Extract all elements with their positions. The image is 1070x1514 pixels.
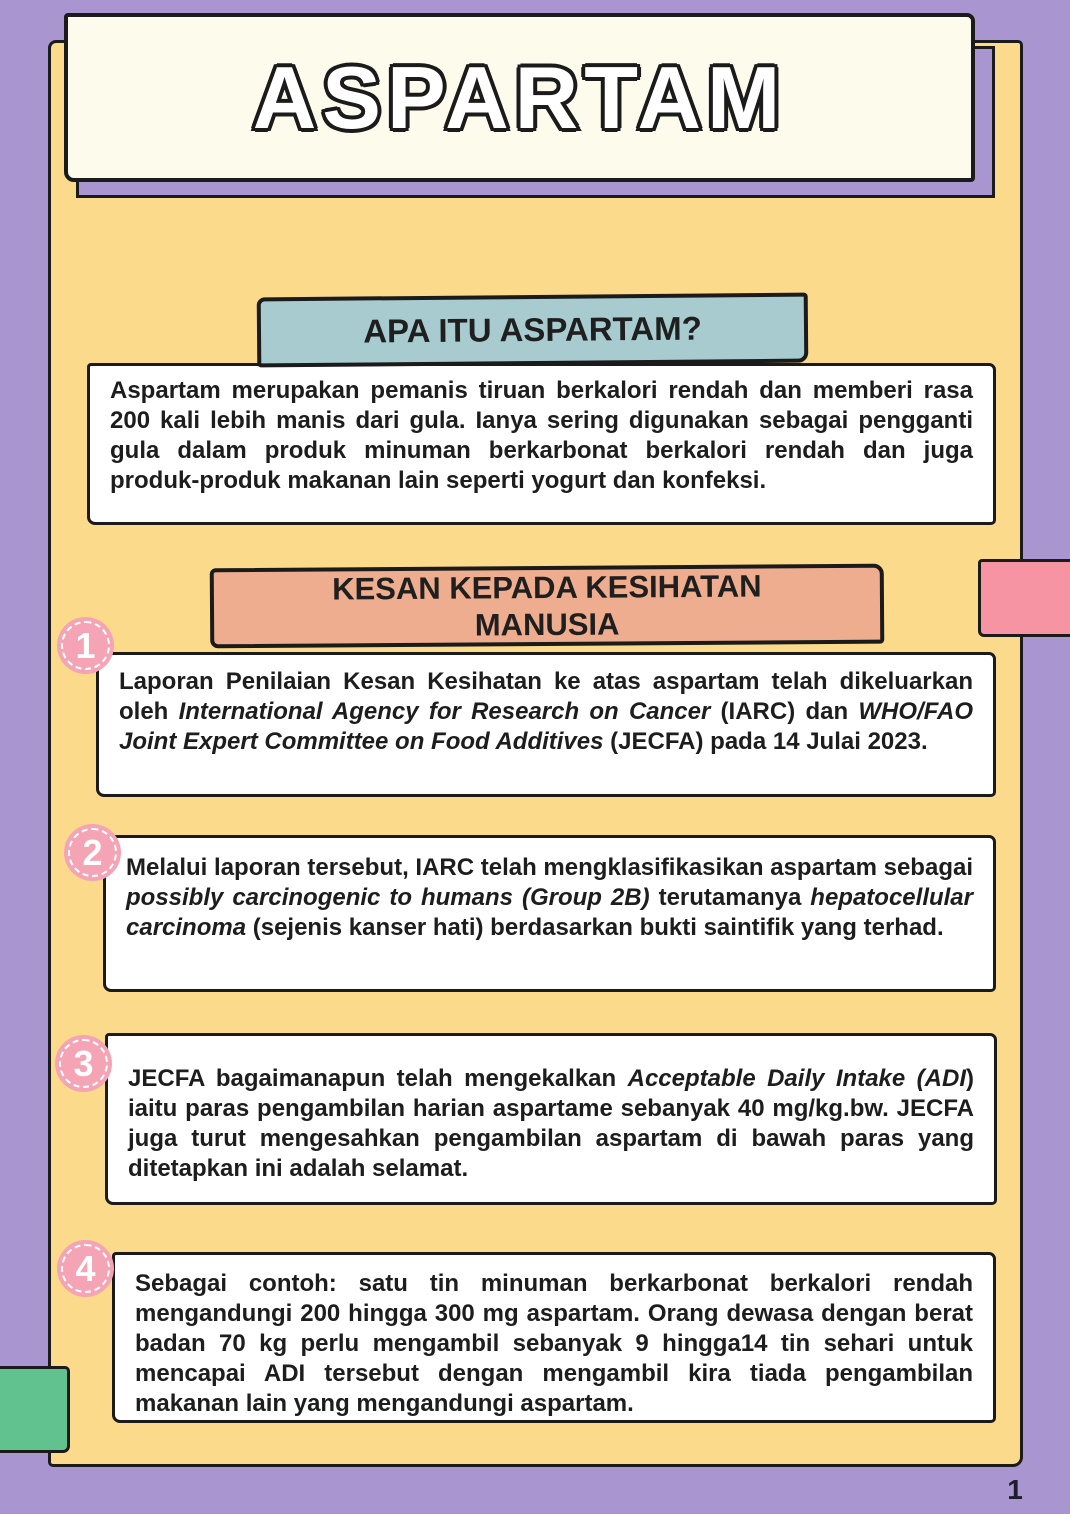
text-segment: Sebagai contoh: satu tin minuman berkarbonat berkalori rendah mengandungi 200 hingga 300 mg aspartam. Orang dewasa dengan berat badan 70 kg perlu mengambil sebanyak 9 hingga14 tin sehari untuk mencapai ADI tersebut dengan mengambil kira tiada pengambilan makanan lain yang mengandungi aspartam. [135,1270,973,1417]
step-badge-3 [55,1035,112,1092]
badge-number: 1 [75,624,96,666]
page-title: ASPARTAM [252,47,787,147]
badge-number: 2 [82,831,103,873]
heading-line-1: KESAN KEPADA KESIHATAN [332,568,762,607]
effects-item-2-box [103,835,996,992]
text-segment: (IARC) dan [710,698,859,725]
text-segment-italic: Acceptable Daily Intake (ADI [627,1065,967,1092]
text-segment: JECFA bagaimanapun telah mengekalkan [128,1065,628,1092]
effects-item-1-box [96,652,996,797]
page-number: 1 [1007,1474,1023,1505]
text-segment: ) iaitu paras pengambilan harian aspartame sebanyak 40 mg/kg.bw. JECFA juga turut mengesahkan pengambilan aspartam di bawah paras yang ditetapkan ini adalah selamat. [128,1065,975,1182]
text-segment: Aspartam merupakan pemanis tiruan berkalori rendah dan memberi rasa 200 kali lebih manis dari gula. Ianya sering digunakan sebagai pengganti gula dalam produk minuman berkarbonat berkalori rendah dan juga produk-produk makanan lain seperti yogurt dan konfeksi. [110,377,973,494]
text-segment: (sejenis kanser hati) berdasarkan bukti saintifik yang terhad. [246,914,944,941]
effects-item-4-box [112,1252,996,1423]
text-segment-italic: hepatocellular carcinoma [126,884,973,941]
badge-number: 3 [73,1042,94,1084]
step-badge-1 [57,617,114,674]
section-heading-what [257,293,809,368]
text-segment: (JECFA) pada 14 Julai 2023. [603,728,928,755]
text-segment-italic: possibly carcinogenic to humans (Group 2B) [126,884,650,911]
step-badge-2 [64,824,121,881]
text-segment: Laporan Penilaian Kesan Kesihatan ke atas aspartam telah dikeluarkan oleh [119,668,973,725]
heading-text: APA ITU ASPARTAM? [363,309,702,350]
section-heading-effects [210,564,885,649]
effects-item-3-box [105,1033,997,1205]
text-segment: Melalui laporan tersebut, IARC telah mengklasifikasikan aspartam sebagai [126,854,973,881]
step-badge-4 [57,1240,114,1297]
heading-line-2: MANUSIA [474,606,620,643]
text-segment-italic: WHO/FAO Joint Expert Committee on Food Additives [119,698,973,755]
text-segment-italic: International Agency for Research on Cancer [178,698,711,725]
text-segment: terutamanya [649,884,811,911]
green-tab-decoration [0,1366,70,1453]
what-description-box [87,363,996,525]
pink-tab-decoration [978,559,1070,637]
title-box [64,13,975,182]
badge-number: 4 [75,1247,96,1289]
